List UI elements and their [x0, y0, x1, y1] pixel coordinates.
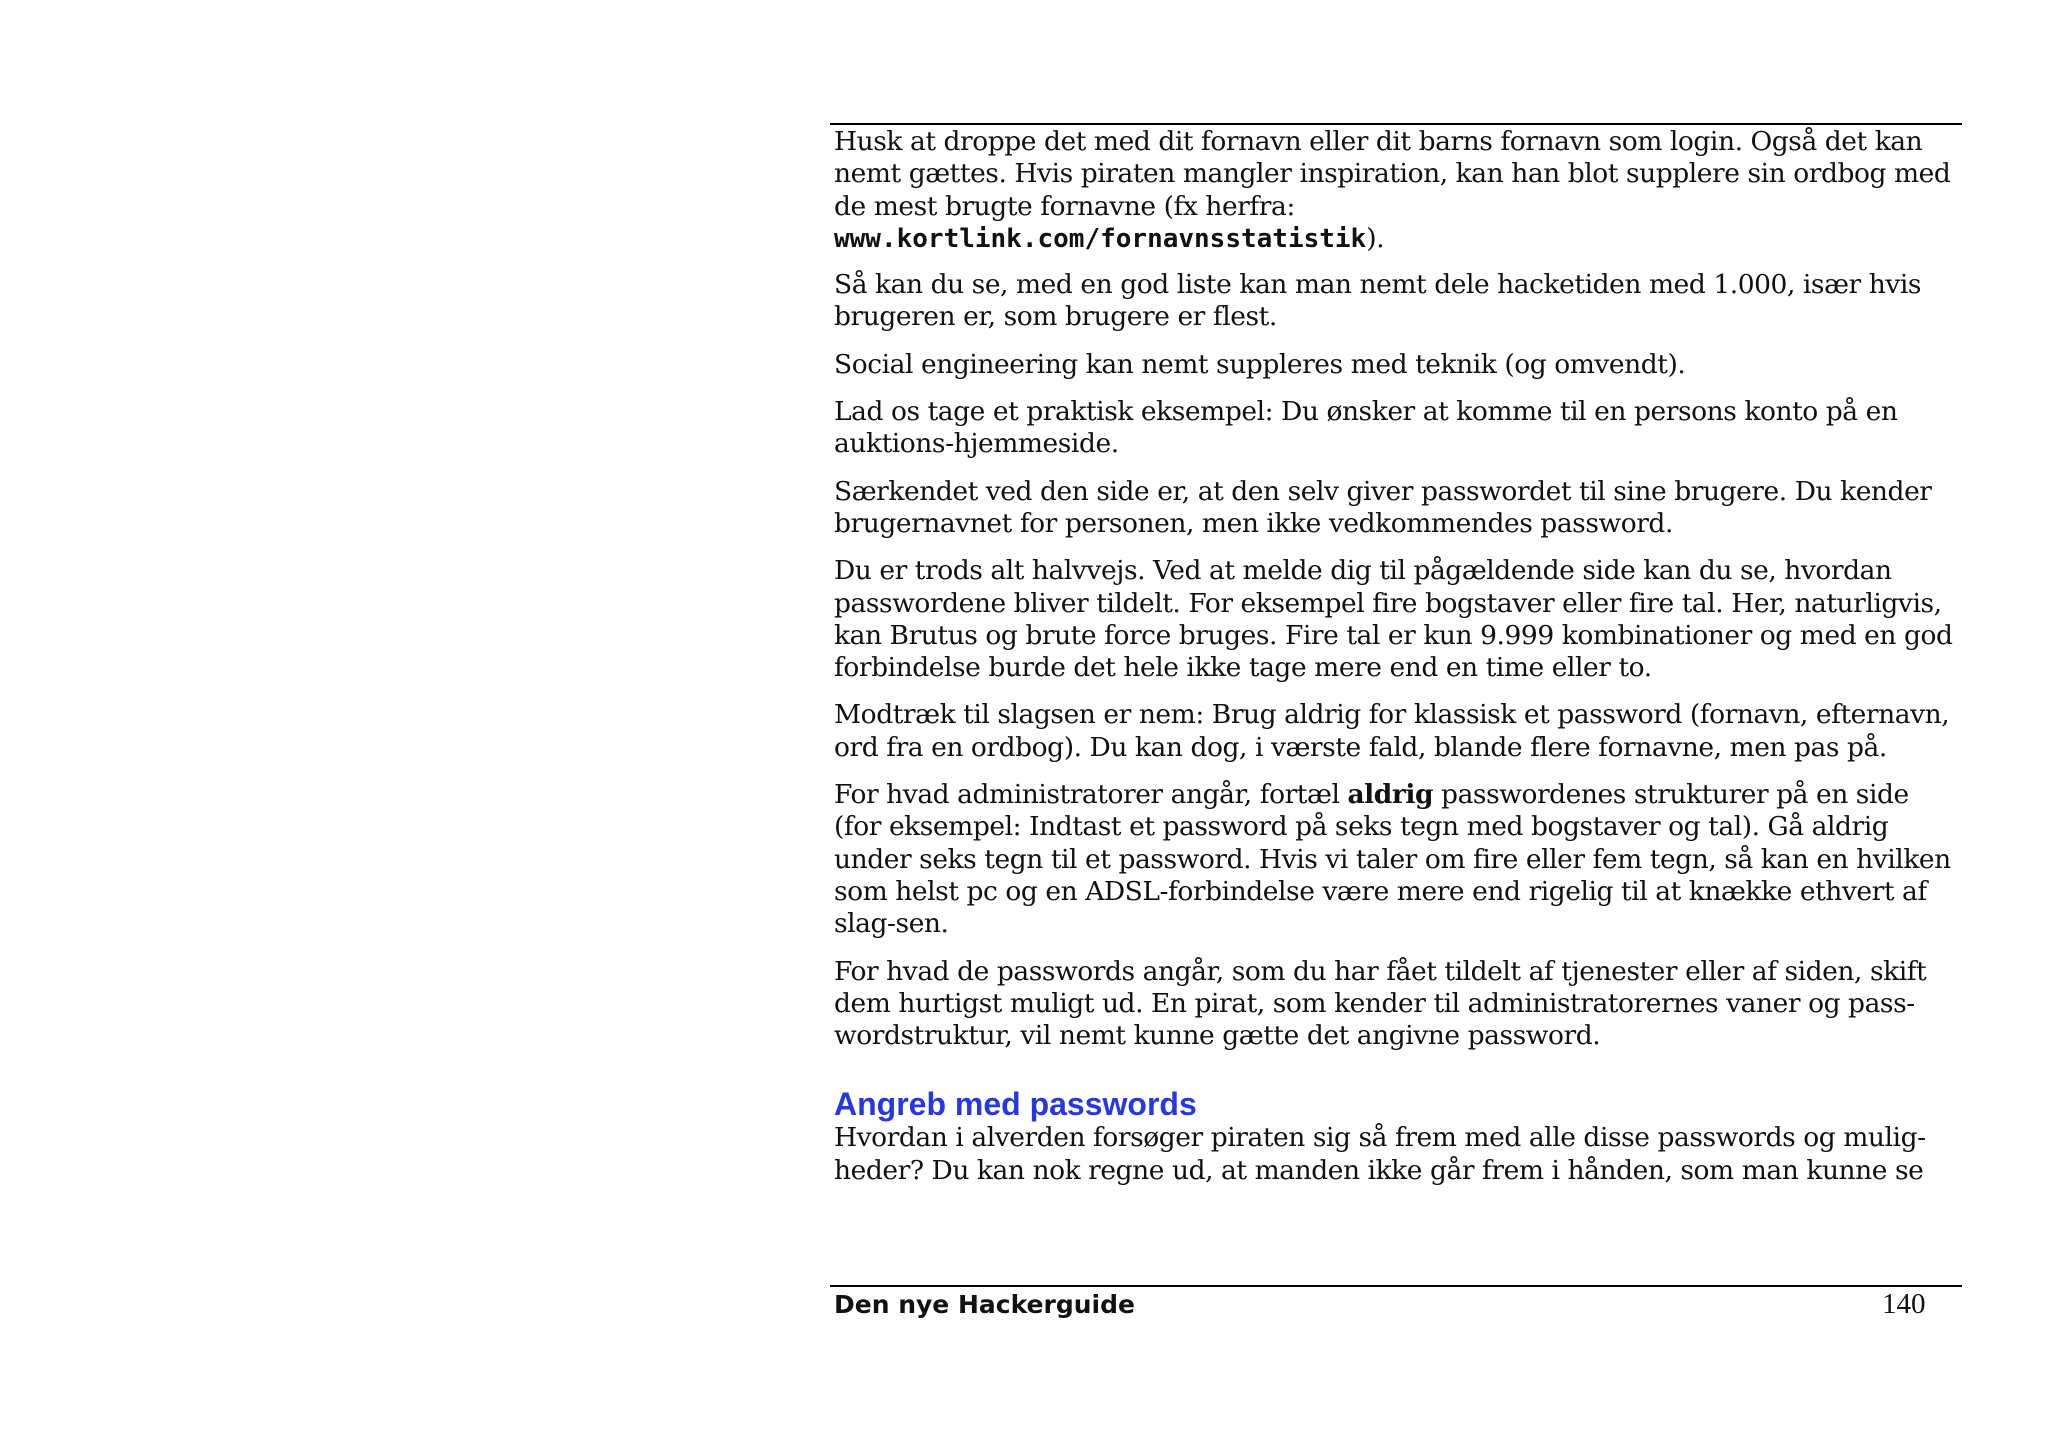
header-rule: [830, 123, 1962, 125]
paragraph-9: For hvad de passwords angår, som du har fået tildelt af tjenester eller af siden, skift dem hurtigst muligt ud. En pirat, som kender til administratorernes vaner og pass-wordstruktur, vil nemt kunne gætte det angivne password.: [834, 955, 1927, 1052]
paragraph-8: [834, 779, 1962, 940]
paragraph-8-bold: aldrig: [1347, 779, 1434, 811]
paragraph-7: Modtræk til slagsen er nem: Brug aldrig for klassisk et password (fornavn, efternavn, ord fra en ordbog). Du kan dog, i værste fald, blande flere fornavne, men pas på.: [834, 699, 1950, 763]
document-page: [830, 123, 1962, 1328]
paragraph-5: Særkendet ved den side er, at den selv giver passwordet til sine brugere. Du kender brugernavnet for personen, men ikke vedkommendes password.: [834, 475, 1932, 539]
paragraph-1: [834, 126, 1962, 255]
paragraph-3: Social engineering kan nemt suppleres med teknik (og omvendt).: [834, 348, 1686, 380]
paragraph-8-after: passwordenes strukturer på en side (for eksempel: Indtast et password på seks tegn med bogstaver og tal). Gå aldrig under seks tegn til et password. Hvis vi taler om fire eller fem tegn, så kan en hvilken som helst pc og en ADSL-forbindelse være mere end rigelig til at knække ethvert af slag-sen.: [834, 779, 1951, 940]
body-text: [834, 126, 1962, 1202]
paragraph-6: Du er trods alt halvvejs. Ved at melde dig til pågældende side kan du se, hvordan passwordene bliver tildelt. For eksempel fire bogstaver eller fire tal. Her, naturligvis, kan Brutus og brute force bruges. Fire tal er kun 9.999 kombinationer og med en god forbindelse burde det hele ikke tage mere end en time eller to.: [834, 555, 1953, 684]
paragraph-1-text: Husk at droppe det med dit fornavn eller dit barns fornavn som login. Også det kan nemt gættes. Hvis piraten mangler inspiration, kan han blot supplere sin ordbog med de mest brugte fornavne (fx herfra:: [834, 126, 1951, 222]
footer-rule: [830, 1285, 1962, 1287]
page-number: 140: [1882, 1288, 1926, 1320]
section-heading: Angreb med passwords: [834, 1086, 1197, 1123]
url-link[interactable]: www.kortlink.com/fornavnsstatistik: [834, 223, 1367, 254]
paragraph-2: Så kan du se, med en god liste kan man nemt dele hacketiden med 1.000, især hvis brugeren er, som brugere er flest.: [834, 269, 1922, 333]
paragraph-8-before: For hvad administratorer angår, fortæl: [834, 779, 1348, 811]
paragraph-4: Lad os tage et praktisk eksempel: Du ønsker at komme til en persons konto på en auktions-hjemmeside.: [834, 396, 1898, 460]
footer-book-title: Den nye Hackerguide: [834, 1290, 1135, 1319]
section-paragraph: Hvordan i alverden forsøger piraten sig så frem med alle disse passwords og mulig-heder? Du kan nok regne ud, at manden ikke går frem i hånden, som man kunne se: [834, 1122, 1926, 1186]
paragraph-1-suffix: ).: [1366, 222, 1385, 254]
